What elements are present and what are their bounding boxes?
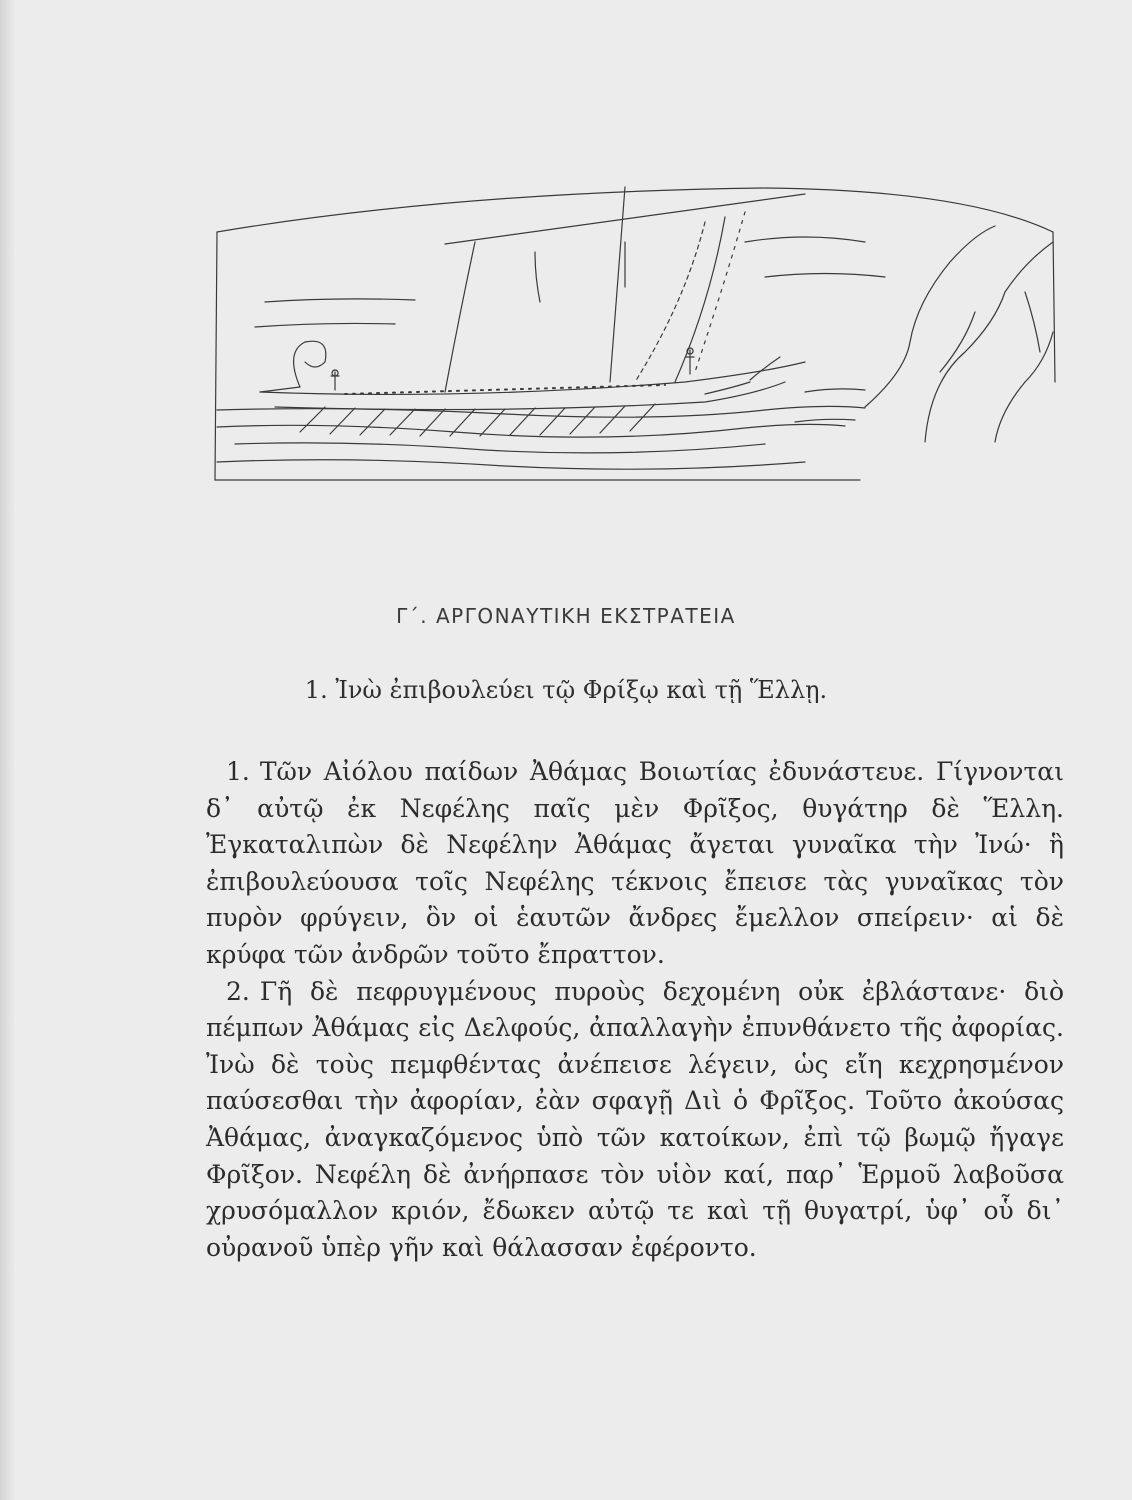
rock-line-2 — [925, 242, 1053, 442]
paragraph-number: 2. — [226, 976, 250, 1006]
wave-4 — [217, 460, 805, 469]
wave-5 — [805, 389, 865, 392]
page-edge — [0, 0, 14, 1500]
sail-dashes — [635, 222, 705, 382]
sky-line-2 — [255, 323, 395, 327]
rock-line-3 — [995, 332, 1053, 442]
section-heading: Γ΄. ΑΡΓΟΝΑΥΤΙΚΗ ΕΚΣΤΡΑΤΕΙΑ — [396, 604, 736, 628]
sail-left-edge — [445, 242, 475, 392]
wave-3 — [235, 443, 765, 453]
stern-post — [260, 387, 300, 392]
paragraph-text: Τῶν Αἰόλου παίδων Ἀθάμας Βοιωτίας ἐδυνάστευε. Γίγνονται δ᾽ αὐτῷ ἐκ Νεφέλης παῖς μὲν Φρῖξος, θυγάτηρ δὲ Ἕλλη. Ἐγκαταλιπὼν δὲ Νεφέλην Ἀθάμας ἄγεται γυναῖκα τὴν Ἰνώ· ἣ ἐπιβουλεύουσα τοῖς Νεφέλης τέκνοις ἔπεισε τὰς γυναῖκας τὸν πυρὸν φρύγειν, ὃν οἱ ἑαυτῶν ἄνδρες ἔμελλον σπείρειν· αἱ δὲ κρύφα τῶν ἀνδρῶν τοῦτο ἔπραττον. — [206, 757, 1064, 969]
paragraph-2 — [206, 974, 1064, 1267]
text-body — [206, 754, 1064, 1266]
rock-line-1 — [865, 226, 995, 407]
frame-top-curve — [217, 188, 1053, 232]
wave-6 — [795, 419, 855, 422]
yard — [445, 194, 805, 244]
stern-curl — [294, 341, 326, 387]
sky-line-4 — [765, 274, 885, 278]
ship-illustration — [205, 182, 1070, 487]
sail-dashes-2 — [695, 212, 745, 372]
sail-lines — [535, 217, 725, 382]
figure-bow — [686, 348, 694, 374]
paragraph-text: Γῆ δὲ πεφρυγμένους πυροὺς δεχομένη οὐκ ἐβλάστανε· διὸ πέμπων Ἀθάμας εἰς Δελφούς, ἀπαλλαγὴν ἐπυνθάνετο τῆς ἀφορίας. Ἰνὼ δὲ τοὺς πεμφθέντας ἀνέπεισε λέγειν, ὡς εἴη κεχρησμένον παύσεσθαι τὴν ἀφορίαν, ἐὰν σφαγῇ Διὶ ὁ Φρῖξος. Τοῦτο ἀκούσας Ἀθάμας, ἀναγκαζόμενος ὑπὸ τῶν κατοίκων, ἐπὶ τῷ βωμῷ ἤγαγε Φρῖξον. Νεφέλη δὲ ἀνήρπασε τὸν υἱὸν καί, παρ᾽ Ἑρμοῦ λαβοῦσα χρυσόμαλλον κριόν, ἔδωκεν αὐτῷ τε καὶ τῇ θυγατρί, ὑφ᾽ οὗ δι᾽ οὐρανοῦ ὑπὲρ γῆν καὶ θάλασσαν ἐφέροντο. — [206, 976, 1064, 1262]
figure-stern — [331, 370, 339, 390]
sky-line-1 — [265, 299, 415, 302]
rock-line-4 — [940, 312, 975, 372]
frame-right — [1053, 232, 1055, 382]
paragraph-number: 1. — [226, 757, 250, 786]
hull-ram — [705, 382, 750, 394]
paragraph-1 — [206, 754, 1064, 974]
sky-line-3 — [745, 237, 865, 242]
chapter-subtitle: 1. Ἰνὼ ἐπιβουλεύει τῷ Φρίξῳ καὶ τῇ Ἕλλῃ. — [304, 676, 828, 704]
wave-2 — [217, 424, 845, 437]
frame-left — [215, 232, 217, 480]
rock-line-5 — [1025, 292, 1040, 352]
mast — [610, 187, 625, 382]
hull-bottom — [275, 382, 785, 410]
